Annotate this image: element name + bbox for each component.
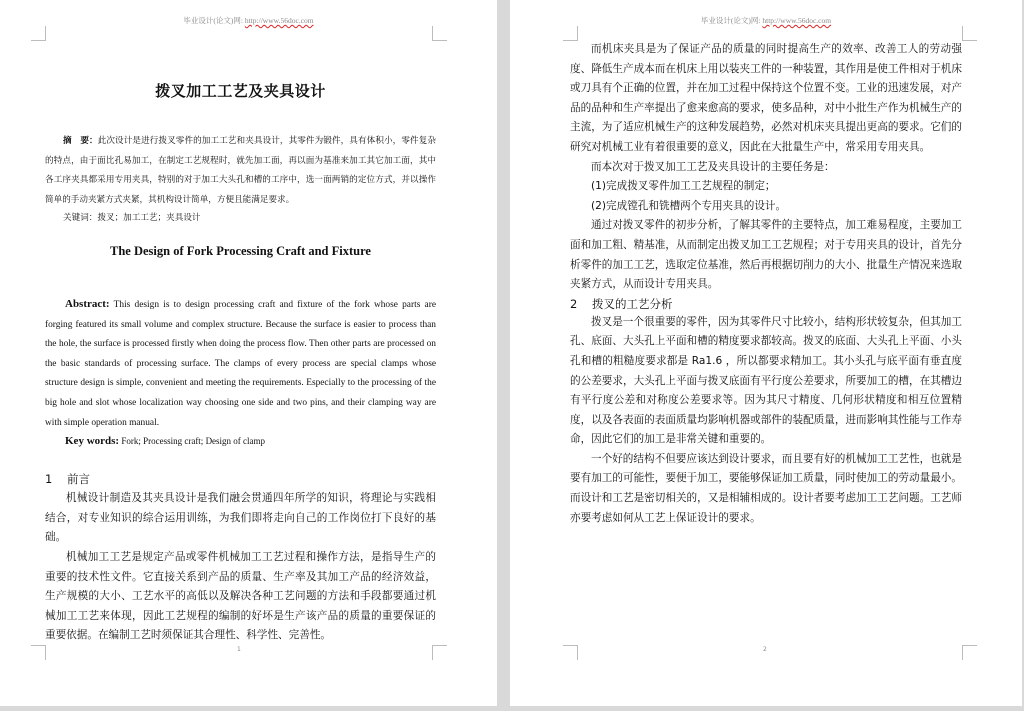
abstract-en-text: This design is to design processing craft and fixture of the fork whose parts are forging featured its small volume and complex structure. Because the surface is easier to process than the hole, the surface is processed firstly when doing the process flow. Then other parts are processed on the basic standards of processing surface. The clamps of every process are special clamps whose structure design is simple, convenient and meeting the requirements. Especially to the processing of the big hole and slot whose localization way choosing one side and two pins, and their clamping way are with simple operation manual.: [45, 300, 436, 428]
paragraph: 而机床夹具是为了保证产品的质量的同时提高生产的效率、改善工人的劳动强度、降低生产成本而在机床上用以装夹工件的一种装置，其作用是使工件相对于机床或刀具有个正确的位置，并在加工过程中保持这个位置不变。工业的迅速发展，对产品的品种和生产率提出了愈来愈高的要求，使多品种，对中小批生产作为机械生产的主流，为了适应机械生产的这种发展趋势，必然对机床夹具提出更高的要求。它们的研究对机械工业有着很重要的意义，因此在大批量生产中，常采用专用夹具。: [570, 43, 962, 153]
paragraph: 拨叉是一个很重要的零件，因为其零件尺寸比较小，结构形状较复杂，但其加工孔、底面、大头孔上平面和槽的精度要求都较高。拨叉的底面、大头孔上平面、小头孔和槽的粗糙度要求都是 Ra1.6 ，所以都要求精加工。其小头孔与底平面有垂直度的公差要求，大头孔上平面与拨叉底面有平行度公差要求，所要加工的槽，在其槽边有平行度公差和对称度公差要求等。因为其尺寸精度、几何形状精度和相互位置精度，以及各表面的表面质量均影响机器或部件的装配质量，进而影响其性能与工作寿命，因此它们的加工是非常关键和重要的。: [570, 315, 962, 446]
page-2-body: [570, 40, 962, 528]
abstract-en: [45, 295, 436, 433]
document-page-2: [510, 0, 1022, 706]
section-heading-2: [570, 295, 962, 313]
keywords-en-label: Key words:: [65, 435, 120, 448]
list-item: (1)完成拨叉零件加工工艺规程的制定；: [591, 180, 776, 193]
page-number: 1: [237, 646, 241, 653]
abstract-en-label: Abstract:: [65, 298, 110, 310]
page-header: [510, 15, 1022, 26]
header-prefix: 毕业设计(论文)网:: [183, 16, 245, 25]
crop-mark-bottom-right: [432, 645, 447, 660]
section-title: 前言: [67, 472, 90, 487]
page-1-body: [45, 76, 436, 646]
paragraph: 通过对拨叉零件的初步分析，了解其零件的主要特点，加工难易程度，主要加工面和加工粗、精基准，从而制定出拨叉加工工艺规程；对于专用夹具的设计，首先分析零件的加工工艺，选取定位基准，然后再根据切削力的大小、批量生产情况来选取夹紧方式，从而设计专用夹具。: [570, 219, 962, 291]
keywords-en-text: Fork; Processing craft; Design of clamp: [121, 436, 266, 447]
page-header: [0, 15, 497, 26]
paragraph: 机械设计制造及其夹具设计是我们融会贯通四年所学的知识，将理论与实践相结合，对专业知识的综合运用训练，为我们即将走向自己的工作岗位打下良好的基础。: [45, 492, 436, 544]
document-page-1: [0, 0, 497, 706]
page-number: 2: [763, 646, 767, 653]
list-item: (2)完成镗孔和铣槽两个专用夹具的设计。: [591, 199, 787, 212]
section-number: 2: [570, 296, 578, 311]
document-title-en: The Design of Fork Processing Craft and Fixture: [110, 244, 371, 258]
section-number: 1: [45, 472, 53, 487]
header-url[interactable]: http://www.56doc.com: [244, 16, 314, 25]
abstract-cn-label: 摘 要：: [63, 136, 98, 146]
keywords-cn-text: 拨叉；加工工艺；夹具设计: [97, 213, 201, 223]
section-heading-1: [45, 470, 436, 488]
paragraph: 而本次对于拨叉加工工艺及夹具设计的主要任务是：: [591, 160, 835, 173]
keywords-en: [45, 433, 436, 450]
header-url[interactable]: http://www.56doc.com: [762, 16, 832, 25]
crop-mark-bottom-left: [31, 645, 46, 660]
crop-mark-top-left: [563, 26, 578, 41]
abstract-cn: [45, 132, 436, 210]
crop-mark-bottom-left: [563, 645, 578, 660]
crop-mark-top-right: [432, 26, 447, 41]
header-prefix: 毕业设计(论文)网:: [700, 16, 763, 25]
keywords-cn-label: 关键词：: [63, 213, 98, 223]
section-title: 拨叉的工艺分析: [592, 296, 673, 311]
document-title-cn: 拨叉加工工艺及夹具设计: [155, 82, 326, 100]
paragraph: 机械加工工艺是规定产品或零件机械加工工艺过程和操作方法，是指导生产的重要的技术性文件。它直接关系到产品的质量、生产率及其加工产品的经济效益，生产规模的大小、工艺水平的高低以及解决各种工艺问题的方法和手段都要通过机械加工工艺来体现，因此工艺规程的编制的好坏是生产该产品的质量的重要保证的重要依据。在编制工艺时须保证其合理性、科学性、完善性。: [45, 550, 436, 642]
abstract-cn-text: 此次设计是进行拨叉零件的加工工艺和夹具设计，其零件为锻件，具有体积小，零件复杂的特点，由于面比孔易加工，在制定工艺规程时，就先加工面，再以面为基准来加工其它加工面，其中各工序夹具都采用专用夹具，特别的对于加工大头孔和槽的工序中，选一面两销的定位方式，并以操作简单的手动夹紧方式夹紧，其机构设计简单，方便且能满足要求。: [45, 136, 436, 205]
paragraph: 一个好的结构不但要应该达到设计要求，而且要有好的机械加工工艺性，也就是要有加工的可能性，要便于加工，要能够保证加工质量，同时使加工的劳动量最小。而设计和工艺是密切相关的，又是相辅相成的。设计者要考虑加工工艺问题。工艺师亦要考虑如何从工艺上保证设计的要求。: [570, 452, 962, 524]
crop-mark-top-left: [31, 26, 46, 41]
crop-mark-bottom-right: [962, 645, 977, 660]
keywords-cn: [45, 210, 436, 226]
crop-mark-top-right: [962, 26, 977, 41]
